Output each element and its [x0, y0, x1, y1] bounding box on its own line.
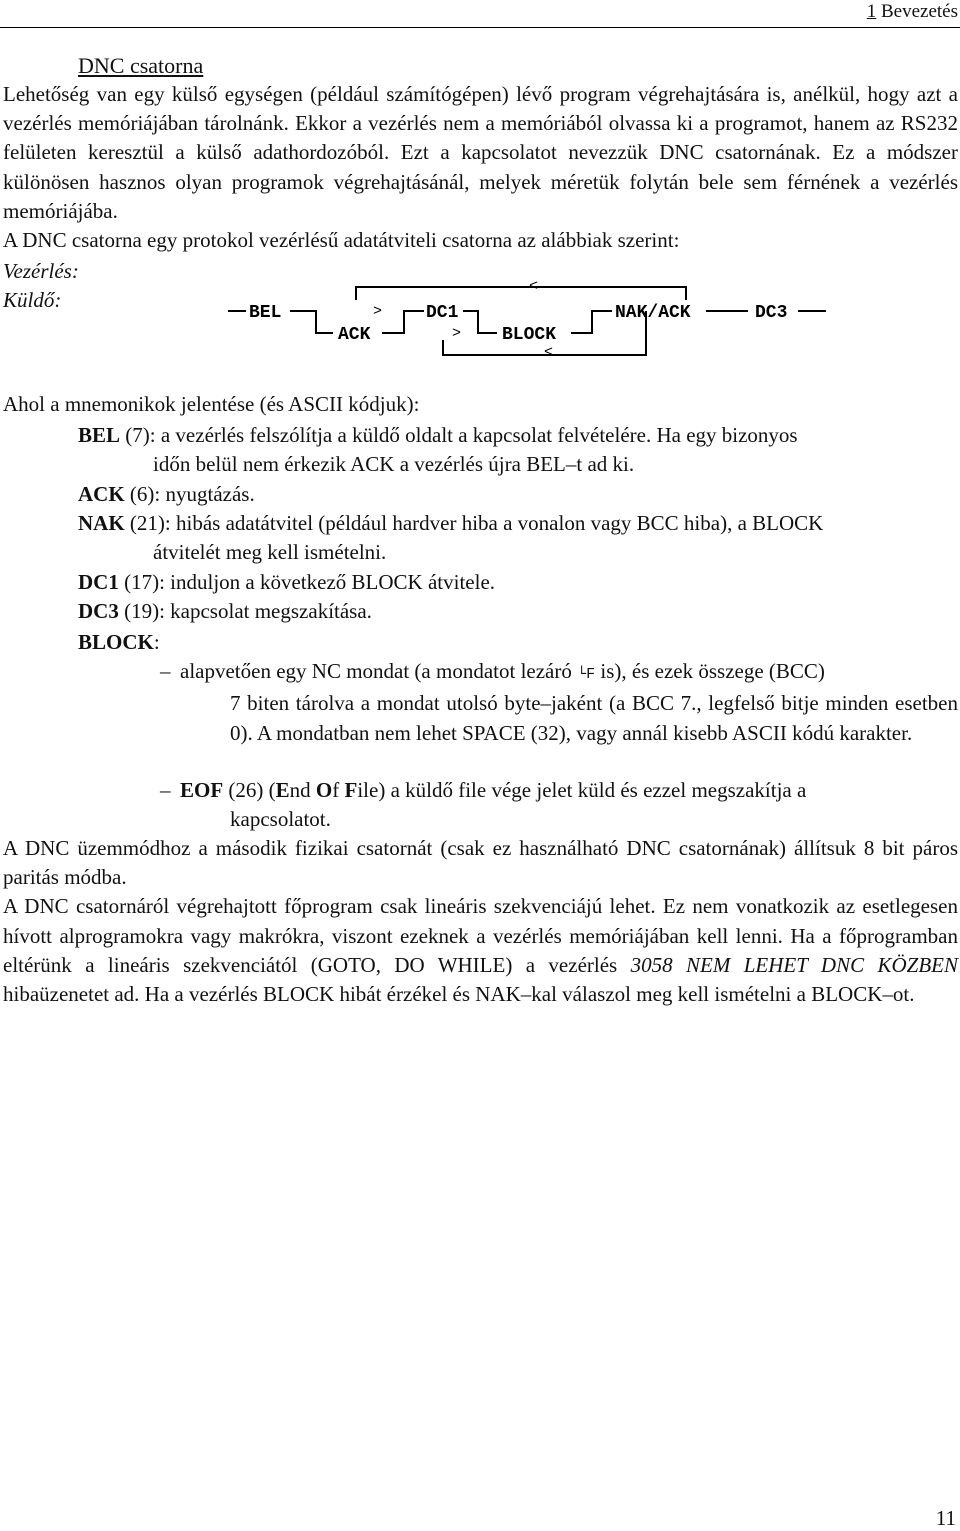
definition-dc3	[78, 597, 958, 626]
bullet-1-after: is), és ezek összege (BCC)	[595, 659, 825, 683]
eof-f: f	[332, 778, 345, 802]
arrow-left-top: <	[529, 278, 539, 295]
line-feed-icon: └F	[577, 666, 596, 683]
intro-text	[3, 80, 958, 255]
definition-ack-text: (6): nyugtázás.	[124, 482, 255, 506]
eof-o: O	[315, 778, 333, 802]
signal-block: BLOCK	[502, 325, 557, 345]
definition-dc1	[78, 568, 958, 597]
protocol-timing-lines	[0, 260, 960, 370]
bullet-dash: –	[160, 778, 171, 802]
signal-ack: ACK	[338, 325, 371, 345]
definition-dc1-text: (17): induljon a következő BLOCK átvitele.	[118, 570, 496, 594]
bullet-2-text-a: (26) (	[223, 778, 276, 802]
definition-nak-text: (21): hibás adatátvitel (például hardver hiba a vonalon vagy BCC hiba), a BLOCK	[124, 511, 824, 535]
definition-nak	[78, 509, 958, 566]
arrow-right-2: >	[452, 325, 462, 342]
term-bel: BEL	[78, 423, 121, 447]
intro-paragraph-2: A DNC csatorna egy protokol vezérlésű adatátviteli csatorna az alábbiak szerint:	[3, 228, 680, 253]
page-header	[0, 0, 960, 28]
definition-nak-continued: átvitelét meg kell ismételni.	[153, 539, 387, 564]
block-bullet-1	[160, 657, 958, 748]
protocol-diagram	[0, 260, 960, 370]
definition-block-text: :	[153, 630, 160, 654]
signal-nak-ack: NAK/ACK	[615, 303, 691, 323]
closing-paragraph-1: A DNC üzemmódhoz a második fizikai csatornát (csak ez használható DNC csatornának) állítsuk 8 bit páros paritás módba.	[3, 836, 958, 890]
closing-paragraph-2-b: hibaüzenetet ad. Ha a vezérlés BLOCK hibát érzékel és NAK–kal válaszol meg kell ismételni a BLOCK–ot.	[3, 982, 915, 1007]
definition-bel-text: (7): a vezérlés felszólítja a küldő oldalt a kapcsolat felvételére. Ha egy bizonyos	[120, 423, 798, 447]
signal-dc3: DC3	[755, 303, 788, 323]
term-eof: EOF	[180, 778, 224, 802]
bullet-2-rest: kapcsolatot.	[230, 807, 331, 832]
definition-ack	[78, 480, 958, 509]
definition-dc3-text: (19): kapcsolat megszakítása.	[118, 599, 372, 623]
eof-file-f: F	[344, 778, 358, 802]
bullet-1-rest: 7 biten tárolva a mondat utolsó byte–jaként (a BCC 7., legfelső bitje minden esetben 0). A mondatban nem lehet SPACE (32), vagy annál kisebb ASCII kódú karakter.	[230, 691, 958, 745]
chapter-title	[867, 1, 958, 23]
closing-text	[3, 834, 958, 1009]
eof-nd: nd	[289, 778, 316, 802]
signal-bel: BEL	[249, 303, 282, 323]
closing-paragraph-2-a: A DNC csatornáról végrehajtott főprogram csak lineáris szekvenciájú lehet. Ez nem vonatkozik az esetlegesen hívott alprogramokra vagy makrókra, viszont ezeknek a vezérlés memóriájában kell lenni. Ha a főprogramban eltérünk a lineáris szekvenciától (GOTO, DO WHILE) a vezérlés	[3, 894, 958, 977]
term-block: BLOCK	[78, 630, 154, 654]
label-sender: Küldő:	[3, 288, 62, 312]
block-bullet-2	[160, 776, 958, 835]
arrow-right-1: >	[373, 303, 383, 320]
arrow-left-bottom: <	[544, 344, 554, 361]
section-title: DNC csatorna	[78, 53, 204, 78]
definition-bel-continued: időn belül nem érkezik ACK a vezérlés újra BEL–t ad ki.	[153, 451, 635, 476]
eof-e: E	[275, 778, 290, 802]
page-number: 11	[935, 1506, 956, 1530]
intro-paragraph-1: Lehetőség van egy külső egységen (például számítógépen) lévő program végrehajtására is, anélkül, hogy azt a vezérlés memóriájában tárolnánk. Ekkor a vezérlés nem a memóriából olvassa ki a programot, hanem az RS232 felületen keresztül a külső adathordozóból. Ezt a kapcsolatot nevezzük DNC csatornának. Ez a módszer különösen hasznos olyan programok végrehajtásánál, melyek méretük folytán bele sem férnének a vezérlés memóriájába.	[3, 82, 958, 223]
term-dc1: DC1	[78, 570, 119, 594]
bullet-dash: –	[160, 659, 171, 683]
bullet-2-text-b: ile) a küldő file vége jelet küld és ezzel megszakítja a	[357, 778, 807, 802]
closing-paragraph-2	[3, 892, 958, 1009]
chapter-name: Bevezetés	[880, 1, 958, 22]
chapter-number: 1	[866, 1, 877, 22]
error-message: 3058 NEM LEHET DNC KÖZBEN	[630, 952, 958, 977]
definition-block	[78, 628, 958, 657]
term-nak: NAK	[78, 511, 125, 535]
signal-dc1: DC1	[426, 303, 459, 323]
term-ack: ACK	[78, 482, 125, 506]
term-dc3: DC3	[78, 599, 119, 623]
definition-bel	[78, 421, 958, 478]
bullet-1-first: alapvetően egy NC mondat (a mondatot lezáró	[180, 659, 578, 683]
label-controller: Vezérlés:	[3, 259, 79, 283]
mnemonics-intro: Ahol a mnemonikok jelentése (és ASCII kódjuk):	[3, 392, 420, 416]
